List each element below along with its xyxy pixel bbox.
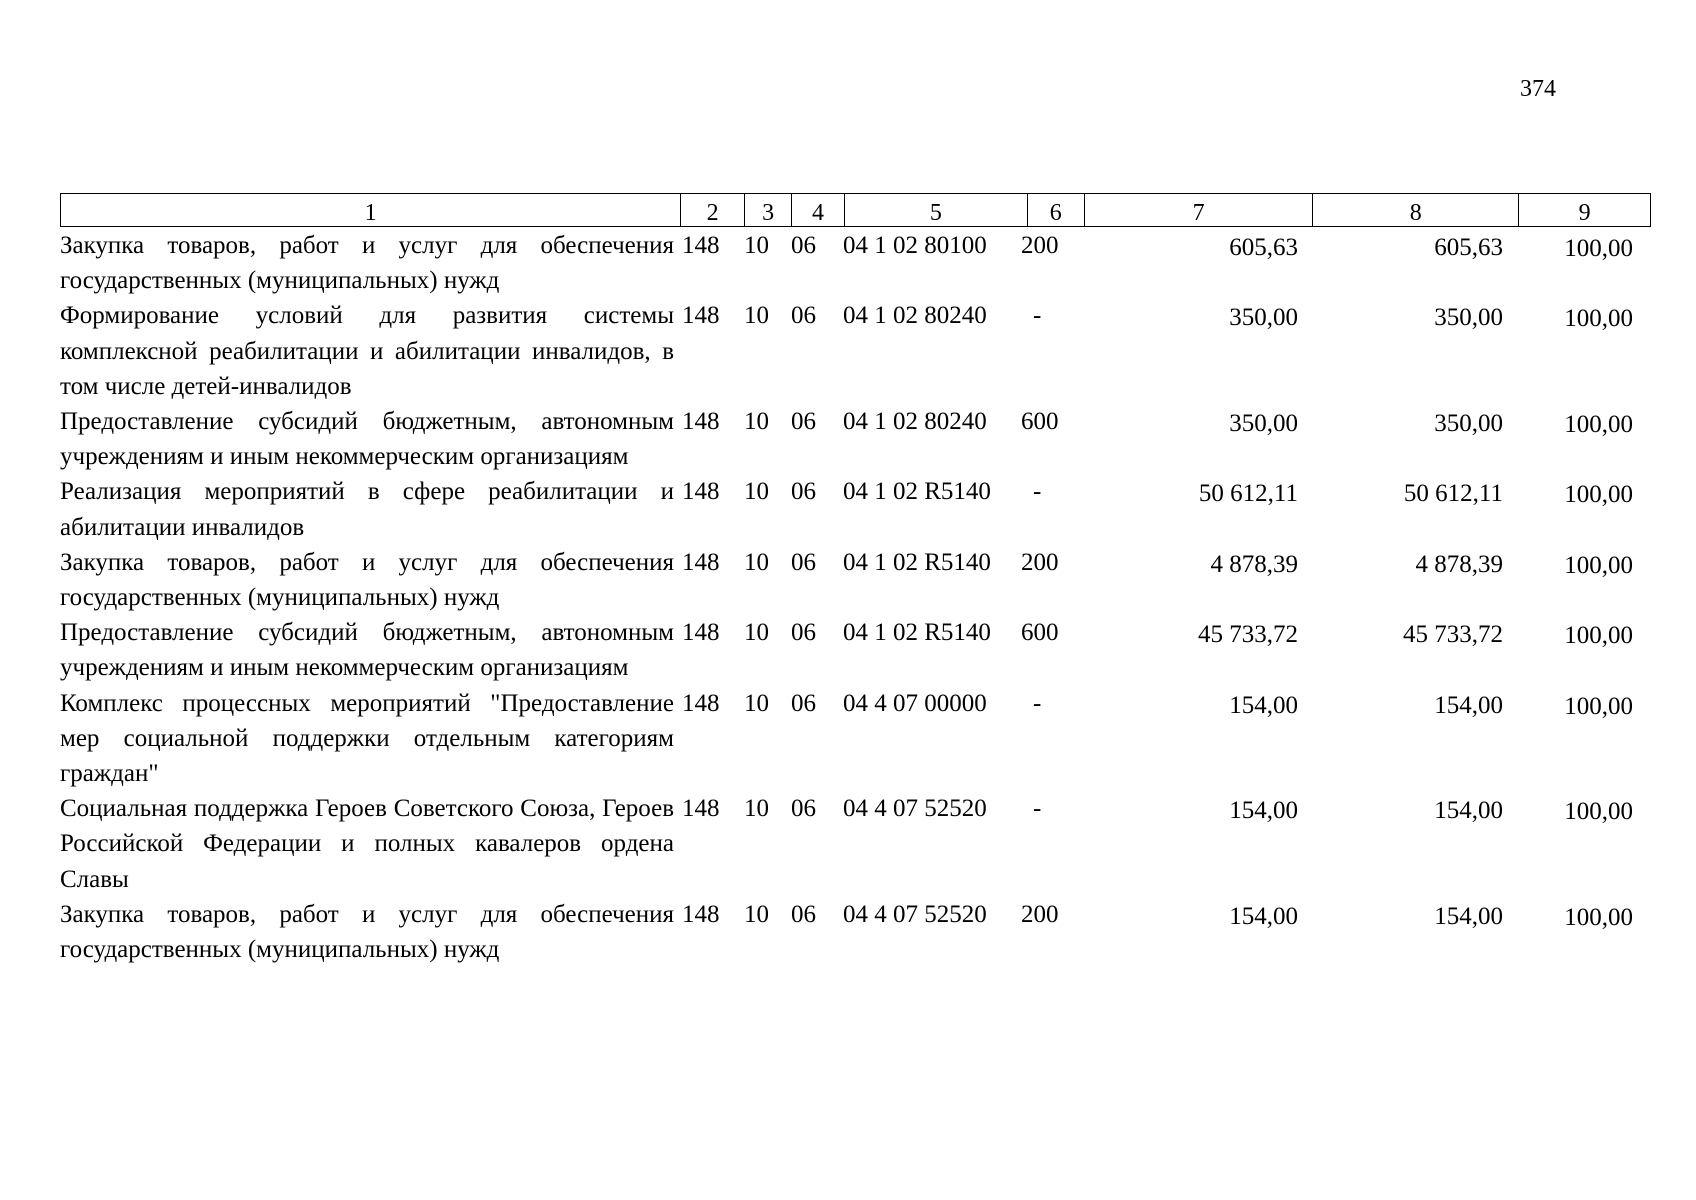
- col-3-value: 10: [744, 408, 769, 436]
- col-4-value: 06: [791, 689, 816, 717]
- col-7-value: 350,00: [1229, 410, 1298, 438]
- col-5-value: 04 1 02 R5140: [843, 478, 991, 506]
- col-4-value: 06: [791, 408, 816, 436]
- row-name: Закупка товаров, работ и услуг для обеспечения государственных (муниципальных) нужд: [60, 900, 674, 964]
- header-col-7: 7: [1085, 194, 1314, 226]
- header-col-1: 1: [61, 194, 681, 226]
- header-col-4: 4: [792, 194, 845, 226]
- col-4-value: 06: [791, 478, 816, 506]
- row-name: Предоставление субсидий бюджетным, автономным учреждениям и иным некоммерческим организациям: [60, 408, 674, 471]
- col-6-value: -: [1033, 302, 1042, 330]
- col-9-value: 100,00: [1564, 903, 1633, 931]
- row-name: Закупка товаров, работ и услуг для обеспечения государственных (муниципальных) нужд: [60, 232, 674, 295]
- col-6-value: -: [1033, 689, 1042, 717]
- header-col-9: 9: [1578, 200, 1591, 226]
- col-4-value: 06: [791, 302, 816, 330]
- header-col-8: 8: [1313, 194, 1519, 226]
- col-2-value: 148: [682, 232, 720, 259]
- col-3-value: 10: [744, 900, 769, 928]
- col-5-value: 04 4 07 52520: [843, 795, 987, 823]
- col-6-value: 600: [1021, 619, 1059, 647]
- col-8-value: 154,00: [1434, 902, 1503, 930]
- col-2-value: 148: [682, 619, 720, 647]
- col-7-value: 154,00: [1229, 797, 1298, 825]
- row-name: Социальная поддержка Героев Советского Союза, Героев Российской Федерации и полных кавалеров ордена Славы: [60, 795, 674, 893]
- table-header: [60, 193, 1651, 227]
- col-5-value: 04 4 07 52520: [843, 900, 987, 928]
- col-5-value: 04 4 07 00000: [843, 689, 987, 717]
- col-8-value: 154,00: [1434, 691, 1503, 719]
- col-4-value: 06: [791, 548, 816, 576]
- header-col-5: 5: [845, 194, 1028, 226]
- col-8-value: 154,00: [1434, 797, 1503, 825]
- row-name: Формирование условий для развития системы комплексной реабилитации и абилитации инвалидов, в том числе детей-инвалидов: [60, 302, 674, 400]
- col-3-value: 10: [744, 548, 769, 576]
- col-5-value: 04 1 02 80240: [843, 302, 987, 330]
- col-5-value: 04 1 02 80240: [843, 408, 987, 436]
- row-name: Закупка товаров, работ и услуг для обеспечения государственных (муниципальных) нужд: [60, 548, 674, 612]
- col-6-value: 600: [1021, 408, 1059, 436]
- col-8-value: 4 878,39: [1415, 550, 1503, 578]
- col-3-value: 10: [744, 619, 769, 647]
- col-2-value: 148: [682, 548, 720, 576]
- col-6-value: -: [1033, 795, 1042, 823]
- row-name: Реализация мероприятий в сфере реабилитации и абилитации инвалидов: [60, 478, 674, 541]
- table-row: [60, 615, 1651, 685]
- col-2-value: 148: [682, 689, 720, 717]
- col-9-value: 100,00: [1564, 235, 1633, 262]
- col-7-value: 154,00: [1229, 691, 1298, 719]
- col-4-value: 06: [791, 795, 816, 823]
- col-5-value: 04 1 02 80100: [843, 232, 987, 259]
- col-7-value: 350,00: [1229, 304, 1298, 332]
- header-col-3: 3: [745, 194, 792, 226]
- col-9-value: 100,00: [1564, 622, 1633, 650]
- row-name: Комплекс процессных мероприятий "Предоставление мер социальной поддержки отдельным категориям граждан": [60, 689, 674, 788]
- col-8-value: 350,00: [1434, 410, 1503, 438]
- col-2-value: 148: [682, 302, 720, 330]
- col-9-value: 100,00: [1564, 551, 1633, 579]
- col-5-value: 04 1 02 R5140: [843, 548, 991, 576]
- col-3-value: 10: [744, 689, 769, 717]
- col-3-value: 10: [744, 478, 769, 506]
- col-8-value: 350,00: [1434, 304, 1503, 332]
- col-5-value: 04 1 02 R5140: [843, 619, 991, 647]
- table-row: [60, 404, 1651, 474]
- col-6-value: -: [1033, 478, 1042, 506]
- col-3-value: 10: [744, 302, 769, 330]
- col-9-value: 100,00: [1564, 305, 1633, 333]
- col-7-value: 50 612,11: [1198, 480, 1298, 508]
- col-7-value: 4 878,39: [1210, 550, 1298, 578]
- col-2-value: 148: [682, 900, 720, 928]
- table-row: [60, 791, 1651, 897]
- table-row: [60, 474, 1651, 544]
- page-number: 374: [1520, 76, 1556, 102]
- col-8-value: 605,63: [1434, 234, 1503, 261]
- col-6-value: 200: [1021, 900, 1059, 928]
- col-7-value: 45 733,72: [1198, 621, 1298, 649]
- row-name: Предоставление субсидий бюджетным, автономным учреждениям и иным некоммерческим организациям: [60, 619, 674, 682]
- col-7-value: 154,00: [1229, 902, 1298, 930]
- table-body: [60, 228, 1651, 967]
- col-9-value: 100,00: [1564, 692, 1633, 720]
- col-6-value: 200: [1021, 548, 1059, 576]
- col-2-value: 148: [682, 478, 720, 506]
- col-8-value: 45 733,72: [1403, 621, 1503, 649]
- col-7-value: 605,63: [1229, 234, 1298, 261]
- table-row: [60, 897, 1651, 967]
- col-9-value: 100,00: [1564, 798, 1633, 826]
- col-9-value: 100,00: [1564, 481, 1633, 509]
- col-6-value: 200: [1021, 232, 1059, 259]
- header-col-6: 6: [1028, 194, 1085, 226]
- header-col-2: 2: [681, 194, 745, 226]
- col-3-value: 10: [744, 232, 769, 259]
- col-2-value: 148: [682, 408, 720, 436]
- table-row: [60, 686, 1651, 792]
- col-4-value: 06: [791, 619, 816, 647]
- table-row: [60, 298, 1651, 404]
- table-row: [60, 545, 1651, 615]
- col-3-value: 10: [744, 795, 769, 823]
- col-4-value: 06: [791, 900, 816, 928]
- col-2-value: 148: [682, 795, 720, 823]
- col-8-value: 50 612,11: [1403, 480, 1503, 508]
- col-9-value: 100,00: [1564, 411, 1633, 439]
- table-row: [60, 228, 1651, 298]
- col-4-value: 06: [791, 232, 816, 259]
